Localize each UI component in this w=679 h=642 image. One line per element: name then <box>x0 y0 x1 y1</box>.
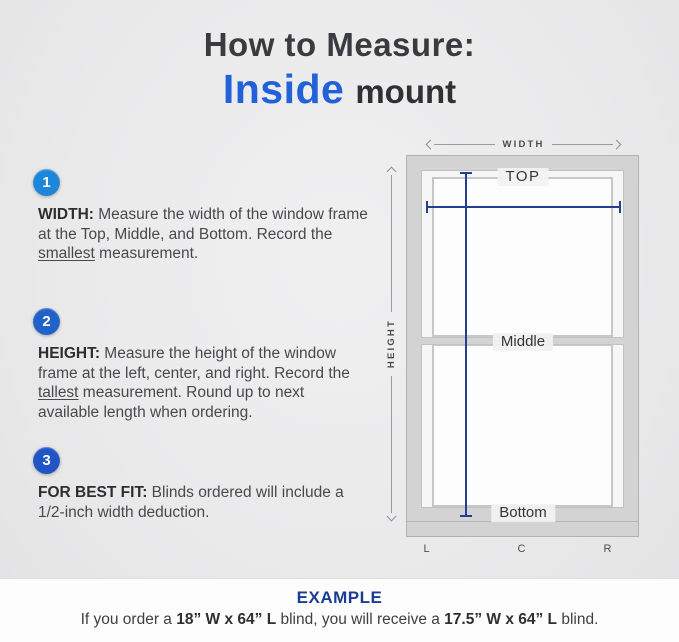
step-1-body: Measure the width of the window frame at the Top, Middle, and Bottom. Record the <box>38 206 368 243</box>
step-2-label: HEIGHT: <box>38 345 100 362</box>
step-3-label: FOR BEST FIT: <box>38 484 148 501</box>
step-1-label: WIDTH: <box>38 206 94 223</box>
height-dimension-arrow <box>385 168 397 520</box>
width-dimension-label: WIDTH <box>502 138 545 150</box>
step-3-number-badge: 3 <box>33 447 60 474</box>
dimension-line <box>552 144 613 145</box>
title-accent-inside: Inside <box>222 66 345 112</box>
arrow-right-icon <box>612 139 622 149</box>
step-3-body: Blinds ordered will include a 1/2-inch width deduction. <box>38 484 344 521</box>
step-1 <box>33 169 368 264</box>
arrow-left-icon <box>426 139 436 149</box>
lower-sash-glass <box>432 344 613 507</box>
example-mid: blind, you will receive a <box>276 611 445 628</box>
marker-left: L <box>423 543 431 555</box>
example-received-size: 17.5” W x 64” L <box>444 611 558 628</box>
dimension-line <box>391 175 392 312</box>
measure-tick-top <box>460 172 472 174</box>
example-text <box>0 611 679 629</box>
step-1-body-end: measurement. <box>94 245 199 262</box>
width-dimension-arrow <box>427 137 620 151</box>
title-line1: How to Measure: <box>203 26 476 63</box>
marker-center: C <box>517 543 527 555</box>
page-title <box>0 26 679 113</box>
window-measure-diagram <box>380 130 660 575</box>
step-2-body: Measure the height of the window frame at the left, center, and right. Record the <box>38 345 350 382</box>
step-1-underlined-word: smallest <box>38 245 95 262</box>
example-post: blind. <box>557 611 599 628</box>
title-rest-mount: mount <box>355 73 457 110</box>
vertical-measure-line <box>465 172 467 517</box>
step-3-text <box>38 483 368 522</box>
middle-label-chip: Middle <box>493 333 553 351</box>
example-footer <box>0 578 679 642</box>
dimension-line <box>434 144 495 145</box>
arrow-up-icon <box>386 167 396 177</box>
height-dimension-label: HEIGHT <box>385 319 397 369</box>
marker-right: R <box>603 543 613 555</box>
step-2 <box>33 308 368 422</box>
step-2-underlined-word: tallest <box>38 384 79 401</box>
step-2-number-badge: 2 <box>33 308 60 335</box>
bottom-label-chip: Bottom <box>491 504 555 522</box>
example-ordered-size: 18” W x 64” L <box>176 611 277 628</box>
title-line2 <box>0 66 679 113</box>
dimension-line <box>391 376 392 513</box>
step-2-body-end: measurement. Round up to next available length when ordering. <box>38 384 305 421</box>
example-pre: If you order a <box>80 611 177 628</box>
measure-tick-bottom <box>460 515 472 517</box>
upper-sash-glass <box>432 177 613 337</box>
example-heading: EXAMPLE <box>296 588 383 607</box>
measure-tick-right <box>619 201 621 213</box>
step-1-number-badge: 1 <box>33 169 60 196</box>
horizontal-measure-line <box>426 206 621 208</box>
step-2-text <box>38 344 368 422</box>
measure-tick-left <box>426 201 428 213</box>
top-label-chip: TOP <box>497 168 548 186</box>
step-3 <box>33 447 368 522</box>
step-1-text <box>38 205 368 264</box>
arrow-down-icon <box>386 512 396 522</box>
